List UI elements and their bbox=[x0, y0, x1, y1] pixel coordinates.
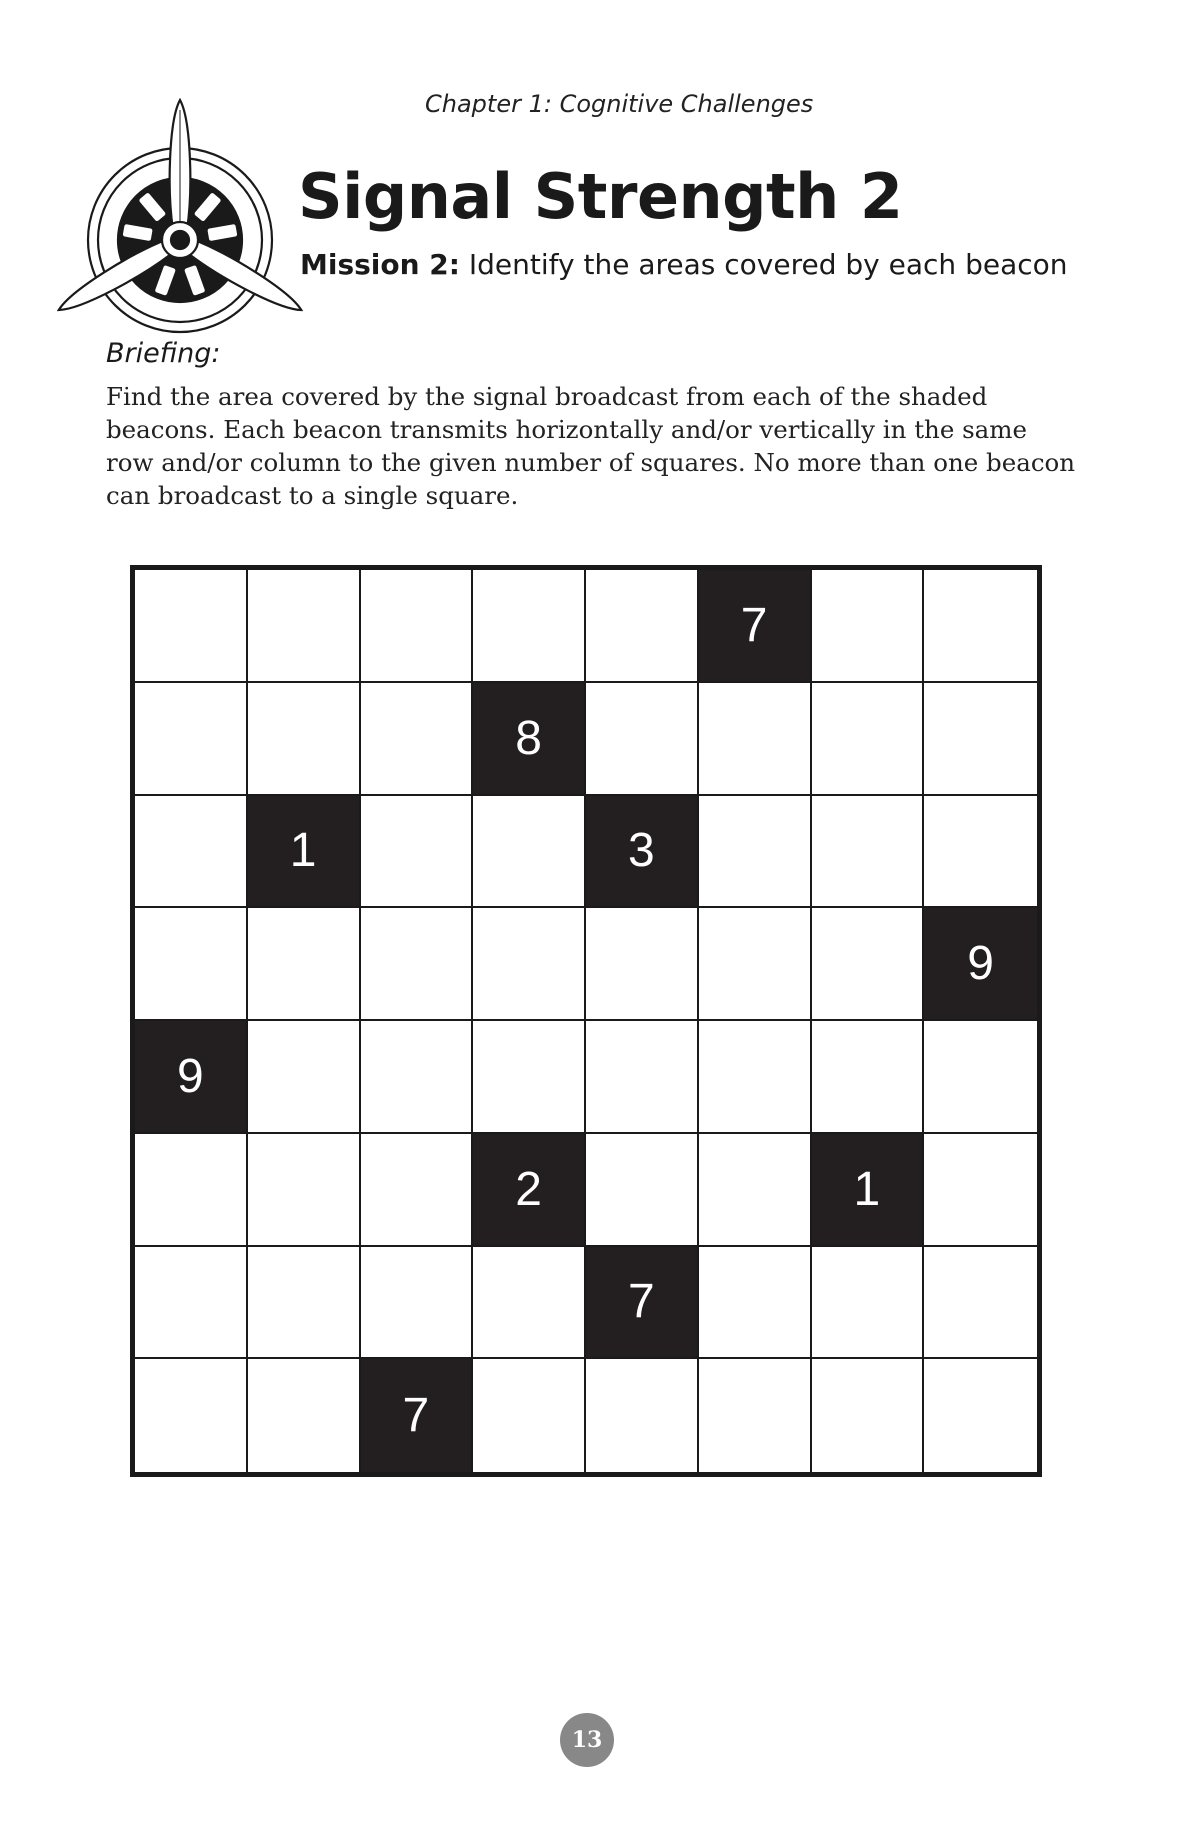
grid-cell[interactable] bbox=[135, 908, 248, 1021]
beacon-cell[interactable]: 7 bbox=[586, 1247, 699, 1360]
chapter-heading: Chapter 1: Cognitive Challenges bbox=[425, 90, 814, 118]
grid-cell[interactable] bbox=[699, 796, 812, 909]
puzzle-grid bbox=[130, 565, 1042, 1477]
grid-cell[interactable] bbox=[586, 683, 699, 796]
grid-cell[interactable] bbox=[135, 1134, 248, 1247]
page-title: Signal Strength 2 bbox=[298, 160, 903, 233]
beacon-cell[interactable]: 2 bbox=[473, 1134, 586, 1247]
grid-cell[interactable] bbox=[812, 796, 925, 909]
page-number-badge: 13 bbox=[560, 1713, 614, 1767]
grid-cell[interactable] bbox=[248, 1021, 361, 1134]
grid-cell[interactable] bbox=[473, 1021, 586, 1134]
beacon-cell[interactable]: 7 bbox=[699, 570, 812, 683]
grid-cell[interactable] bbox=[361, 1134, 474, 1247]
grid-cell[interactable] bbox=[812, 570, 925, 683]
grid-cell[interactable] bbox=[473, 570, 586, 683]
grid-cell[interactable] bbox=[586, 1359, 699, 1472]
grid-cell[interactable] bbox=[924, 1021, 1037, 1134]
grid-cell[interactable] bbox=[361, 1021, 474, 1134]
grid-cell[interactable] bbox=[812, 1021, 925, 1134]
grid-cell[interactable] bbox=[135, 570, 248, 683]
mission-text: Identify the areas covered by each beacon bbox=[460, 248, 1068, 281]
grid-cell[interactable] bbox=[135, 796, 248, 909]
grid-cell[interactable] bbox=[924, 683, 1037, 796]
grid-cell[interactable] bbox=[248, 683, 361, 796]
grid-cell[interactable] bbox=[248, 570, 361, 683]
grid-cell[interactable] bbox=[361, 570, 474, 683]
grid-cell[interactable] bbox=[361, 796, 474, 909]
grid-cell[interactable] bbox=[248, 1134, 361, 1247]
grid-cell[interactable] bbox=[248, 1247, 361, 1360]
grid-cell[interactable] bbox=[699, 683, 812, 796]
beacon-cell[interactable]: 8 bbox=[473, 683, 586, 796]
grid-cell[interactable] bbox=[586, 570, 699, 683]
grid-cell[interactable] bbox=[812, 683, 925, 796]
grid-cell[interactable] bbox=[361, 683, 474, 796]
grid-cell[interactable] bbox=[699, 1247, 812, 1360]
grid-cell[interactable] bbox=[586, 908, 699, 1021]
beacon-cell[interactable]: 9 bbox=[135, 1021, 248, 1134]
beacon-cell[interactable]: 7 bbox=[361, 1359, 474, 1472]
grid-cell[interactable] bbox=[473, 796, 586, 909]
grid-cell[interactable] bbox=[248, 908, 361, 1021]
grid-cell[interactable] bbox=[812, 1359, 925, 1472]
grid-cell[interactable] bbox=[699, 1134, 812, 1247]
grid-cell[interactable] bbox=[812, 1247, 925, 1360]
grid-cell[interactable] bbox=[135, 1247, 248, 1360]
beacon-cell[interactable]: 3 bbox=[586, 796, 699, 909]
beacon-cell[interactable]: 1 bbox=[248, 796, 361, 909]
grid-cell[interactable] bbox=[361, 908, 474, 1021]
grid-cell[interactable] bbox=[473, 908, 586, 1021]
briefing-label: Briefing: bbox=[106, 338, 221, 369]
beacon-cell[interactable]: 1 bbox=[812, 1134, 925, 1247]
grid-cell[interactable] bbox=[924, 1247, 1037, 1360]
grid-cell[interactable] bbox=[699, 1021, 812, 1134]
grid-cell[interactable] bbox=[699, 1359, 812, 1472]
grid-cell[interactable] bbox=[924, 570, 1037, 683]
grid-cell[interactable] bbox=[473, 1247, 586, 1360]
grid-cell[interactable] bbox=[361, 1247, 474, 1360]
mission-label: Mission 2: bbox=[300, 248, 460, 281]
propeller-engine-icon bbox=[55, 90, 325, 335]
grid-cell[interactable] bbox=[924, 1134, 1037, 1247]
grid-cell[interactable] bbox=[924, 1359, 1037, 1472]
grid-cell[interactable] bbox=[586, 1134, 699, 1247]
grid-cell[interactable] bbox=[473, 1359, 586, 1472]
grid-cell[interactable] bbox=[699, 908, 812, 1021]
grid-cell[interactable] bbox=[135, 1359, 248, 1472]
beacon-cell[interactable]: 9 bbox=[924, 908, 1037, 1021]
grid-cell[interactable] bbox=[586, 1021, 699, 1134]
grid-cell[interactable] bbox=[924, 796, 1037, 909]
grid-cell[interactable] bbox=[812, 908, 925, 1021]
briefing-text: Find the area covered by the signal broadcast from each of the shaded beacons. Each beacon transmits horizontally and/or vertically in the same row and/or column to the given number of squares. No more than one beacon can broadcast to a single square. bbox=[106, 382, 1076, 510]
grid-cell[interactable] bbox=[248, 1359, 361, 1472]
mission-line bbox=[300, 248, 1068, 281]
grid-cell[interactable] bbox=[135, 683, 248, 796]
